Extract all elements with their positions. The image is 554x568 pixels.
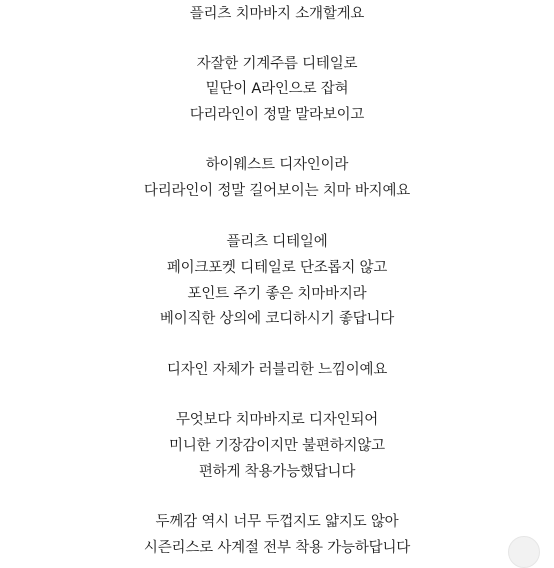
- text-line: 포인트 주기 좋은 치마바지라: [187, 286, 367, 302]
- text-line: 다리라인이 정말 말라보이고: [189, 107, 365, 123]
- text-line: 플리츠 디테일에: [226, 234, 328, 250]
- text-line: 자잘한 기계주름 디테일로: [196, 56, 358, 72]
- text-line: 하이웨스트 디자인이라: [205, 157, 349, 173]
- floating-circle-icon[interactable]: [508, 536, 540, 568]
- text-line: 디자인 자체가 러블리한 느낌이예요: [166, 362, 388, 378]
- text-line: 편하게 착용가능했답니다: [198, 464, 356, 480]
- text-line: 두께감 역시 너무 두껍지도 얇지도 않아: [155, 514, 399, 530]
- text-line: 미니한 기장감이지만 불편하지않고: [169, 438, 385, 454]
- text-line: 밑단이 A라인으로 잡혀: [205, 81, 349, 97]
- text-line: 베이직한 상의에 코디하시기 좋답니다: [159, 311, 395, 327]
- text-line: 시즌리스로 사계절 전부 착용 가능하답니다: [143, 540, 411, 556]
- text-line: 무엇보다 치마바지로 디자인되어: [175, 412, 379, 428]
- text-line: 페이크포켓 디테일로 단조롭지 않고: [166, 260, 388, 276]
- text-line: 플리츠 치마바지 소개할게요: [189, 6, 365, 22]
- text-line: 다리라인이 정말 길어보이는 치마 바지예요: [143, 183, 411, 199]
